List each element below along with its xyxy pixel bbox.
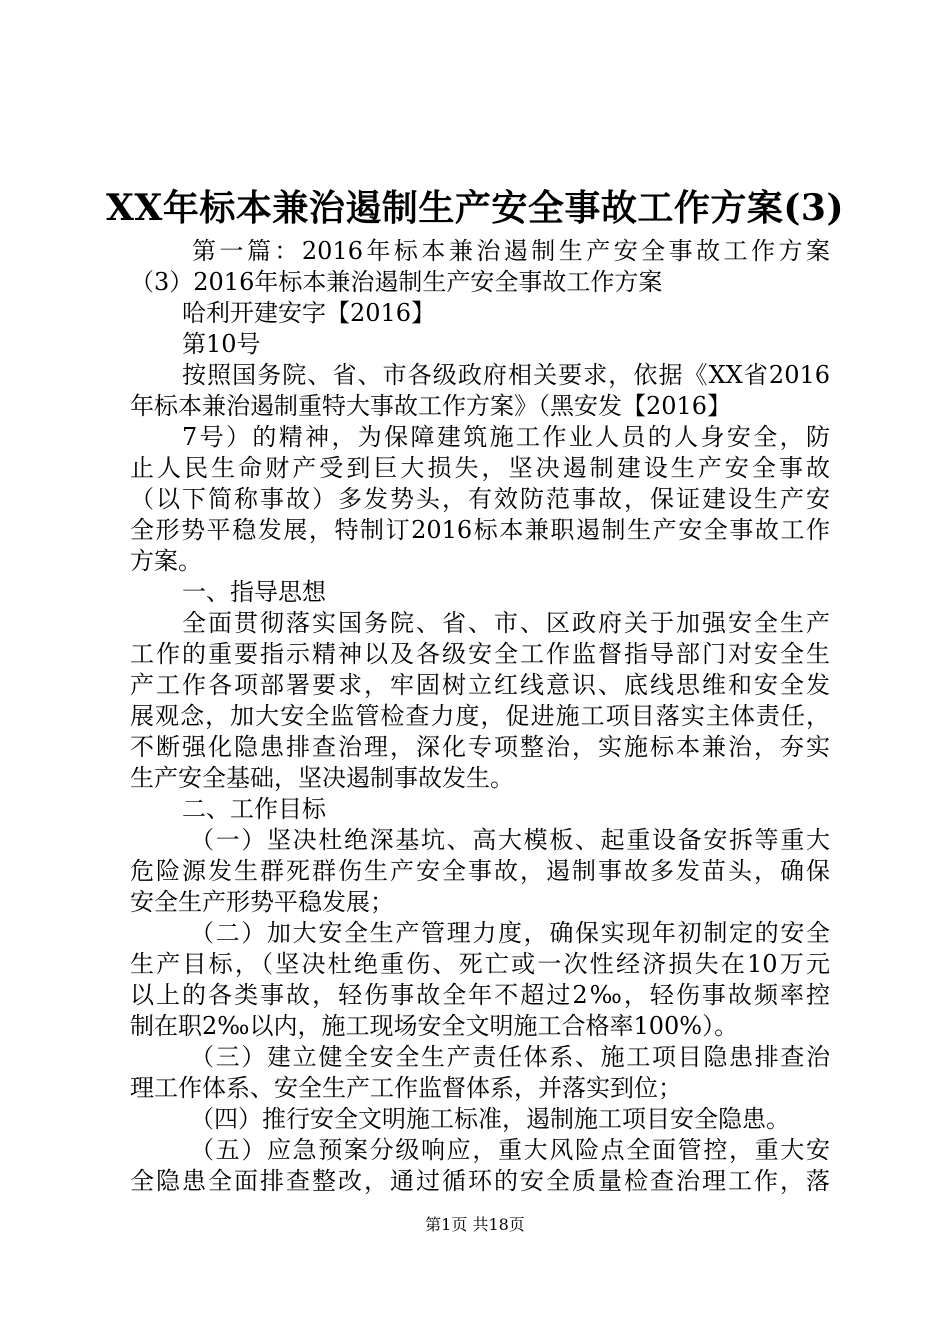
body-line: 止人民生命财产受到巨大损失，坚决遏制建设生产安全事故 xyxy=(130,454,830,482)
body-line: 安全生产形势平稳发展； xyxy=(130,888,394,916)
body-line: （五）应急预案分级响应，重大风险点全面管控，重大安 xyxy=(190,1136,830,1164)
body-line: 年标本兼治遏制重特大事故工作方案》（黑安发【2016】 xyxy=(130,392,732,420)
body-line: 制在职2‰以内，施工现场安全文明施工合格率100%）。 xyxy=(130,1012,739,1040)
section-heading: 二、工作目标 xyxy=(182,795,326,823)
body-line: 生产安全基础，坚决遏制事故发生。 xyxy=(130,764,514,792)
body-line: （四）推行安全文明施工标准，遏制施工项目安全隐患。 xyxy=(190,1105,790,1133)
body-line: 不断强化隐患排查治理，深化专项整治，实施标本兼治，夯实 xyxy=(130,733,830,761)
body-line: 7号）的精神，为保障建筑施工作业人员的人身安全，防 xyxy=(182,423,830,451)
body-line: 哈利开建安字【2016】 xyxy=(182,299,436,327)
body-line: 方案。 xyxy=(130,547,202,575)
body-line: （一）坚决杜绝深基坑、高大模板、起重设备安拆等重大 xyxy=(190,826,830,854)
body-line: 生产目标，（坚决杜绝重伤、死亡或一次性经济损失在10万元 xyxy=(130,950,830,978)
body-line: （以下简称事故）多发势头，有效防范事故，保证建设生产安 xyxy=(130,485,830,513)
body-line: 产工作各项部署要求，牢固树立红线意识、底线思维和安全发 xyxy=(130,671,830,699)
body-line: 第10号 xyxy=(182,330,261,358)
section-heading: 一、指导思想 xyxy=(182,578,326,606)
document-title: XX年标本兼治遏制生产安全事故工作方案(3) xyxy=(106,187,844,229)
body-line: 工作的重要指示精神以及各级安全工作监督指导部门对安全生 xyxy=(130,640,830,668)
body-line: 全隐患全面排查整改，通过循环的安全质量检查治理工作，落 xyxy=(130,1167,830,1195)
body-line: 展观念，加大安全监管检查力度，促进施工项目落实主体责任， xyxy=(130,702,830,730)
body-line: （二）加大安全生产管理力度，确保实现年初制定的安全 xyxy=(190,919,830,947)
body-line: 以上的各类事故，轻伤事故全年不超过2‰，轻伤事故频率控 xyxy=(130,981,830,1009)
page-footer: 第1页 共18页 xyxy=(425,1215,525,1234)
body-line: 全形势平稳发展，特制订2016标本兼职遏制生产安全事故工作 xyxy=(130,516,830,544)
body-line: 按照国务院、省、市各级政府相关要求，依据《XX省2016 xyxy=(182,361,830,389)
body-line: （3）2016年标本兼治遏制生产安全事故工作方案 xyxy=(130,268,663,296)
body-line: 危险源发生群死群伤生产安全事故，遏制事故多发苗头，确保 xyxy=(130,857,830,885)
body-line: 理工作体系、安全生产工作监督体系，并落实到位； xyxy=(130,1074,682,1102)
body-line: 全面贯彻落实国务院、省、市、区政府关于加强安全生产 xyxy=(182,609,830,637)
document-body xyxy=(130,236,830,1197)
body-line: （三）建立健全安全生产责任体系、施工项目隐患排查治 xyxy=(190,1043,830,1071)
body-line: 第一篇：2016年标本兼治遏制生产安全事故工作方案 xyxy=(192,237,830,265)
